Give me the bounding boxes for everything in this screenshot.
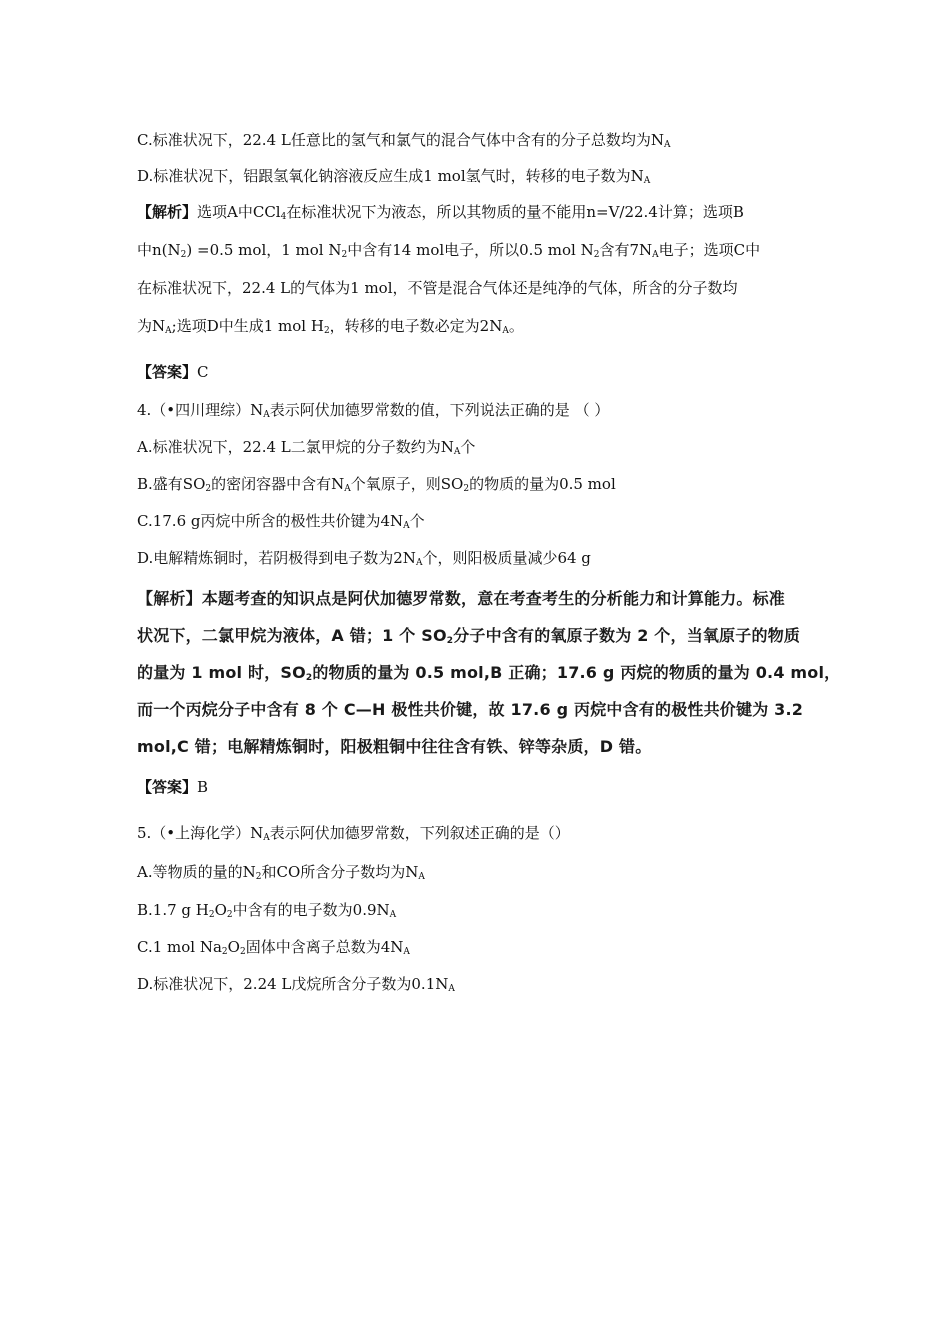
q3-option-c: C.标准状况下，22.4 L任意比的氢气和氯气的混合气体中含有的分子总数均为$N_A$ (137, 131, 671, 150)
q3-analysis-line-4: 为$N_A$;选项D中生成1 mol $H_2$，转移的电子数必定为$2N_A$。 (137, 317, 524, 336)
analysis-label: 【解析】 (137, 203, 198, 221)
q5-option-c: C.1 mol $Na_2O_2$固体中含离子总数为$4N_A$ (137, 938, 410, 957)
q4-analysis-line-2: 状况下，二氯甲烷为液体，A 错；1 个 $SO_2$分子中含有的氧原子数为 2 个，当氧原子的物质 (137, 626, 801, 646)
q3-analysis-line-3: 在标准状况下，22.4 L的气体为1 mol，不管是混合气体还是纯净的气体，所含的分子数均 (137, 279, 738, 297)
q4-stem: 4.（•四川理综）$N_A$表示阿伏加德罗常数的值，下列说法正确的是 （ ） (137, 401, 610, 420)
q4-option-a: A.标准状况下，22.4 L二氯甲烷的分子数约为$N_A$个 (137, 438, 476, 457)
q4-option-d: D.电解精炼铜时，若阴极得到电子数为$2N_A$个，则阳极质量减少64 g (137, 549, 591, 568)
q5-option-a: A.等物质的量的$N_2$和CO所含分子数均为$N_A$ (137, 863, 425, 882)
q3-analysis-line-2: 中$n(N_2) =0.5$ mol，1 mol $N_2$中含有14 mol电子，所以0.5 mol $N_2$含有$7N_A$电子；选项C中 (137, 241, 761, 260)
q4-option-c: C.17.6 g丙烷中所含的极性共价键为$4N_A$个 (137, 512, 425, 531)
q4-answer: 【答案】B (137, 778, 209, 796)
q3-option-d: D.标准状况下，铝跟氢氧化钠溶液反应生成1 mol氢气时，转移的电子数为$N_A$ (137, 167, 651, 186)
q4-analysis-line-1: 【解析】本题考查的知识点是阿伏加德罗常数，意在考查考生的分析能力和计算能力。标准 (137, 589, 786, 608)
q4-analysis-line-5: mol,C 错；电解精炼铜时，阳极粗铜中往往含有铁、锌等杂质，D 错。 (137, 737, 652, 756)
q5-option-d: D.标准状况下，2.24 L戊烷所含分子数为$0.1N_A$ (137, 975, 455, 994)
q3-answer: 【答案】C (137, 363, 209, 381)
q4-analysis-line-4: 而一个丙烷分子中含有 8 个 C—H 极性共价键，故 17.6 g 丙烷中含有的极性共价键为 3.2 (137, 700, 804, 719)
q3-analysis-line-1: 【解析】选项A中CCl$_4$在标准状况下为液态，所以其物质的量不能用n=V/22.4计算；选项B (137, 203, 744, 222)
q5-stem: 5.（•上海化学）$N_A$表示阿伏加德罗常数，下列叙述正确的是（） (137, 824, 570, 843)
q5-option-b: B.1.7 g $H_2O_2$中含有的电子数为$0.9N_A$ (137, 901, 397, 920)
q4-option-b: B.盛有$SO_2$的密闭容器中含有$N_A$个氧原子，则$SO_2$的物质的量为0.5 mol (137, 475, 616, 494)
q4-analysis-line-3: 的量为 1 mol 时，$SO_2$的物质的量为 0.5 mol,B 正确；17.6 g 丙烷的物质的量为 0.4 mol， (137, 663, 841, 683)
